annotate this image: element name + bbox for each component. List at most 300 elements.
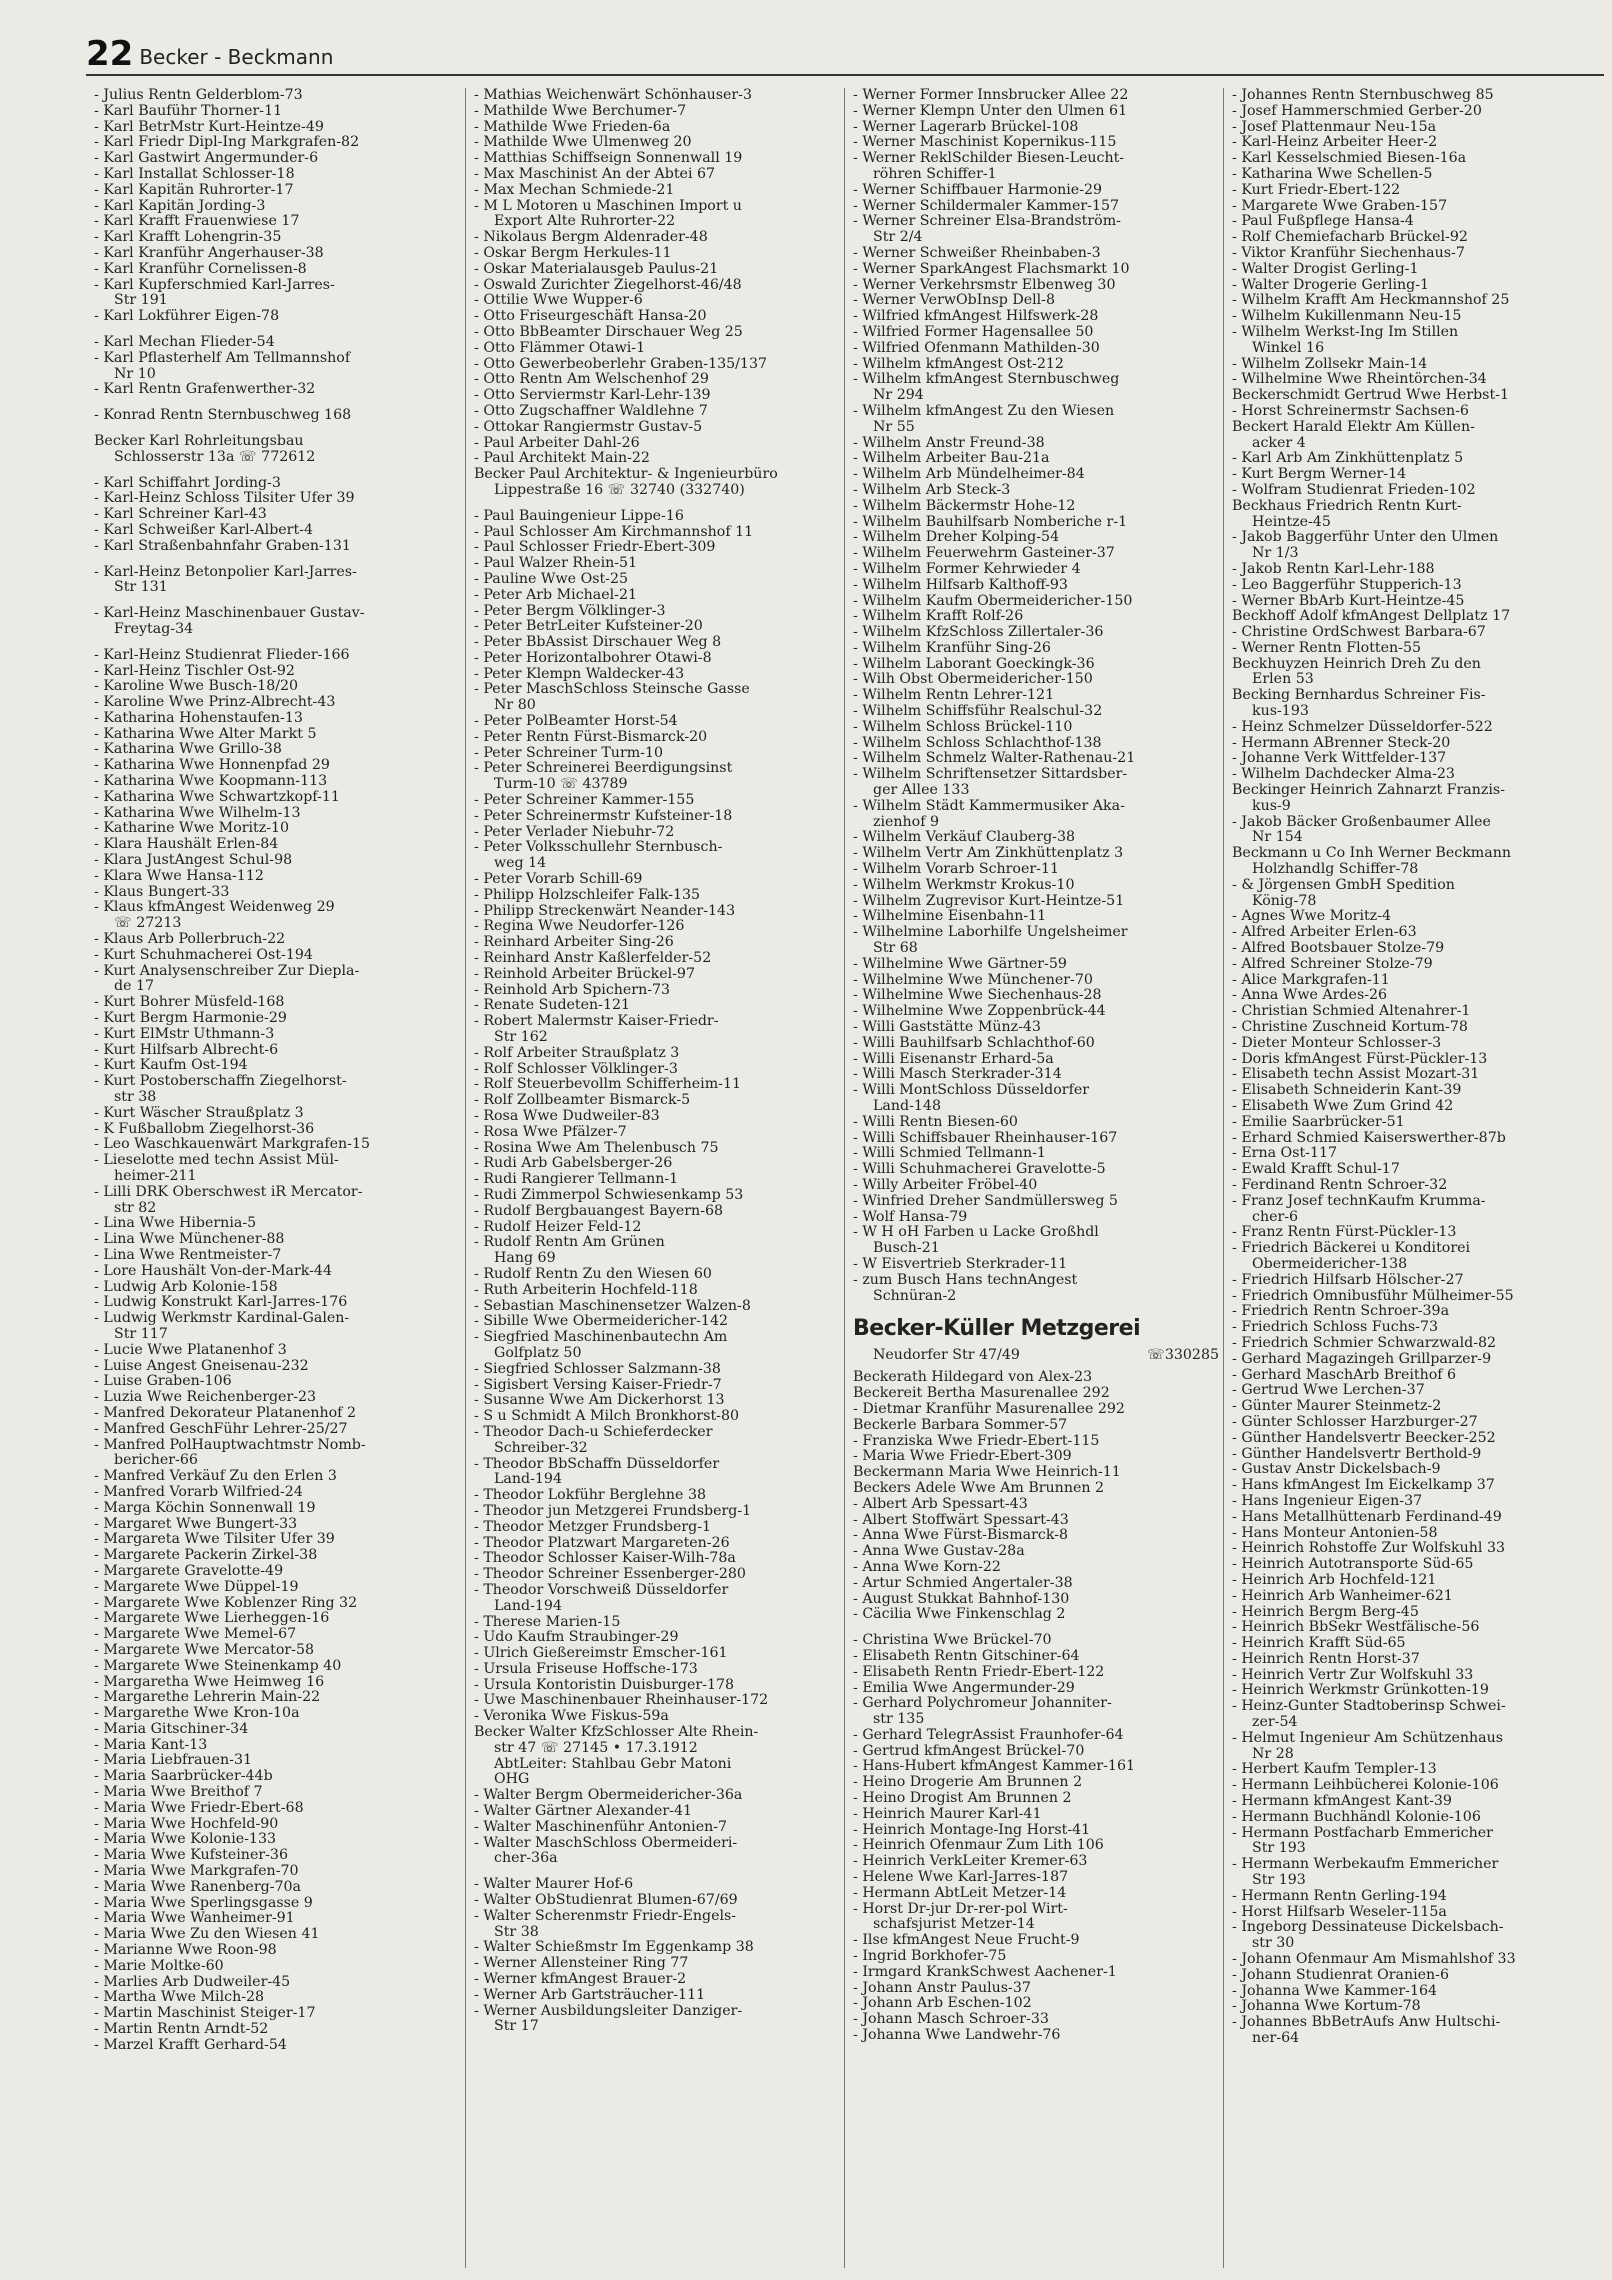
directory-entry: - Werner ReklSchilder Biesen-Leucht-	[853, 151, 1219, 167]
directory-entry: - Peter Schreinermstr Kufsteiner-18	[474, 809, 840, 825]
directory-entry: - Willi Schuhmacherei Gravelotte-5	[853, 1162, 1219, 1178]
directory-entry: - Gertrud Wwe Lerchen-37	[1232, 1383, 1598, 1399]
directory-entry: - Siegfried Maschinenbautechn Am	[474, 1330, 840, 1346]
entry-continuation: Str 68	[873, 941, 918, 957]
directory-entry: - Friedrich Hilfsarb Hölscher-27	[1232, 1273, 1598, 1289]
directory-entry: - Klara Haushält Erlen-84	[94, 837, 461, 853]
directory-entry: - Gerhard TelegrAssist Fraunhofer-64	[853, 1728, 1219, 1744]
directory-entry: - Ingeborg Dessinateuse Dickelsbach-	[1232, 1920, 1598, 1936]
directory-entry: - Karl Pflasterhelf Am Tellmannshof	[94, 351, 461, 367]
directory-entry: - Cäcilia Wwe Finkenschlag 2	[853, 1607, 1219, 1623]
spacer	[474, 499, 840, 509]
directory-entry: - Paul Bauingenieur Lippe-16	[474, 509, 840, 525]
directory-entry: - Werner SparkAngest Flachsmarkt 10	[853, 262, 1219, 278]
directory-entry: - Anna Wwe Gustav-28a	[853, 1544, 1219, 1560]
directory-entry: - Karl Kranführ Angerhauser-38	[94, 246, 461, 262]
directory-entry: - Oswald Zurichter Ziegelhorst-46/48	[474, 278, 840, 294]
directory-entry: - Karl Rentn Grafenwerther-32	[94, 382, 461, 398]
directory-entry: - Rudi Arb Gabelsberger-26	[474, 1156, 840, 1172]
directory-entry: - Wilhelm KfzSchloss Zillertaler-36	[853, 625, 1219, 641]
directory-entry: - zum Busch Hans technAngest	[853, 1273, 1219, 1289]
directory-entry: - Maria Gitschiner-34	[94, 1722, 461, 1738]
directory-entry: - Katharina Wwe Schellen-5	[1232, 167, 1598, 183]
directory-entry: - Ludwig Werkmstr Kardinal-Galen-	[94, 1311, 461, 1327]
directory-entry: - Karl Kapitän Jording-3	[94, 199, 461, 215]
directory-entry: - Katharina Wwe Grillo-38	[94, 742, 461, 758]
directory-entry: - Maria Wwe Kufsteiner-36	[94, 1848, 461, 1864]
directory-entry: - Karl Lokführer Eigen-78	[94, 309, 461, 325]
directory-entry: - W H oH Farben u Lacke Großhdl	[853, 1225, 1219, 1241]
directory-entry: - Ulrich Gießereimstr Emscher-161	[474, 1646, 840, 1662]
entry-continuation: str 30	[1252, 1936, 1295, 1952]
directory-entry: - Lucie Wwe Platanenhof 3	[94, 1343, 461, 1359]
directory-entry: - Philipp Holzschleifer Falk-135	[474, 888, 840, 904]
directory-entry: - Friedrich Schmier Schwarzwald-82	[1232, 1336, 1598, 1352]
directory-entry: - Karl Straßenbahnfahr Graben-131	[94, 539, 461, 555]
directory-entry: - Maria Wwe Breithof 7	[94, 1785, 461, 1801]
directory-entry: - Johann Anstr Paulus-37	[853, 1981, 1219, 1997]
directory-headword: Beckert Harald Elektr Am Küllen-	[1232, 419, 1475, 435]
directory-entry: - Rolf Arbeiter Straußplatz 3	[474, 1046, 840, 1062]
entry-continuation: ger Allee 133	[873, 783, 970, 799]
directory-entry: - S u Schmidt A Milch Bronkhorst-80	[474, 1409, 840, 1425]
directory-entry: - Dietmar Kranführ Masurenallee 292	[853, 1402, 1219, 1418]
directory-entry: - Nikolaus Bergm Aldenrader-48	[474, 230, 840, 246]
directory-entry: - Karl Gastwirt Angermunder-6	[94, 151, 461, 167]
directory-entry: - Wilhelm Schloss Schlachthof-138	[853, 736, 1219, 752]
entry-continuation: weg 14	[494, 856, 547, 872]
directory-entry: - Wilhelm kfmAngest Ost-212	[853, 357, 1219, 373]
directory-entry: - Margarethe Wwe Kron-10a	[94, 1706, 461, 1722]
directory-entry: - Otto Friseurgeschäft Hansa-20	[474, 309, 840, 325]
directory-entry: - Elisabeth techn Assist Mozart-31	[1232, 1067, 1598, 1083]
entry-continuation: Str 2/4	[873, 230, 923, 246]
entry-continuation: Nr 28	[1252, 1746, 1294, 1762]
directory-headword: Beckers Adele Wwe Am Brunnen 2	[853, 1480, 1105, 1496]
directory-entry: - Peter Schreiner Kammer-155	[474, 793, 840, 809]
directory-entry: - Maria Wwe Ranenberg-70a	[94, 1880, 461, 1896]
directory-entry: - Heinrich BbSekr Westfälische-56	[1232, 1620, 1598, 1636]
directory-entry: - Josef Plattenmaur Neu-15a	[1232, 120, 1598, 136]
directory-entry: - Doris kfmAngest Fürst-Pückler-13	[1232, 1052, 1598, 1068]
directory-entry: - Anna Wwe Ardes-26	[1232, 988, 1598, 1004]
directory-headword: Beckhoff Adolf kfmAngest Dellplatz 17	[1232, 609, 1511, 625]
directory-entry: - Wilhelm Rentn Lehrer-121	[853, 688, 1219, 704]
directory-entry: - Irmgard KrankSchwest Aachener-1	[853, 1965, 1219, 1981]
directory-entry: - Christian Schmied Altenahrer-1	[1232, 1004, 1598, 1020]
directory-entry: - Alice Markgrafen-11	[1232, 973, 1598, 989]
directory-entry: - Wilhelm Krafft Am Heckmannshof 25	[1232, 293, 1598, 309]
directory-entry: - Wilhelm Kaufm Obermeidericher-150	[853, 594, 1219, 610]
directory-entry: - Karl Installat Schlosser-18	[94, 167, 461, 183]
directory-entry: - Rudolf Heizer Feld-12	[474, 1220, 840, 1236]
directory-entry: - Sibille Wwe Obermeidericher-142	[474, 1314, 840, 1330]
directory-entry: - Luzia Wwe Reichenberger-23	[94, 1390, 461, 1406]
directory-entry: - Margarete Wwe Graben-157	[1232, 199, 1598, 215]
directory-entry: - Viktor Kranführ Siechenhaus-7	[1232, 246, 1598, 262]
directory-entry: - Hermann Leihbücherei Kolonie-106	[1232, 1778, 1598, 1794]
directory-entry: - Hans Monteur Antonien-58	[1232, 1526, 1598, 1542]
directory-entry: - Günther Handelsvertr Beecker-252	[1232, 1431, 1598, 1447]
directory-entry: - Elisabeth Schneiderin Kant-39	[1232, 1083, 1598, 1099]
entry-continuation: cher-36a	[494, 1851, 558, 1867]
directory-entry: - Max Maschinist An der Abtei 67	[474, 167, 840, 183]
directory-entry: - Heinrich Bergm Berg-45	[1232, 1605, 1598, 1621]
directory-entry: - Otto Flämmer Otawi-1	[474, 341, 840, 357]
directory-headword: Becker Walter KfzSchlosser Alte Rhein-	[474, 1725, 759, 1741]
directory-entry: - Jakob Baggerführ Unter den Ulmen	[1232, 530, 1598, 546]
spacer	[94, 555, 461, 565]
directory-entry: - Gerhard MaschArb Breithof 6	[1232, 1368, 1598, 1384]
directory-entry: - Erhard Schmied Kaiserswerther-87b	[1232, 1131, 1598, 1147]
directory-entry: - Horst Schreinermstr Sachsen-6	[1232, 404, 1598, 420]
directory-entry: - Josef Hammerschmied Gerber-20	[1232, 104, 1598, 120]
directory-entry: - Johanna Wwe Landwehr-76	[853, 2028, 1219, 2044]
directory-entry: - M L Motoren u Maschinen Import u	[474, 199, 840, 215]
directory-entry: - Wilhelm Schiffsführ Realschul-32	[853, 704, 1219, 720]
directory-entry: - Gustav Anstr Dickelsbach-9	[1232, 1462, 1598, 1478]
directory-entry: - Wilhelm Dreher Kolping-54	[853, 530, 1219, 546]
column-3	[844, 88, 1223, 2268]
directory-entry: - Gerhard Polychromeur Johanniter-	[853, 1696, 1219, 1712]
entry-continuation: Golfplatz 50	[494, 1345, 582, 1361]
directory-entry: - Werner Verkehrsmstr Elbenweg 30	[853, 278, 1219, 294]
directory-entry: - Katharina Wwe Honnenpfad 29	[94, 758, 461, 774]
directory-entry: - Emilia Wwe Angermunder-29	[853, 1681, 1219, 1697]
directory-entry: - Walter ObStudienrat Blumen-67/69	[474, 1893, 840, 1909]
directory-entry: - Johanna Wwe Kortum-78	[1232, 1999, 1598, 2015]
directory-entry: - Konrad Rentn Sternbuschweg 168	[94, 408, 461, 424]
directory-entry: - Oskar Bergm Herkules-11	[474, 246, 840, 262]
directory-entry: - Helmut Ingenieur Am Schützenhaus	[1232, 1731, 1598, 1747]
directory-entry: - Wilfried Ofenmann Mathilden-30	[853, 341, 1219, 357]
entry-continuation: str 82	[114, 1200, 157, 1216]
directory-entry: - Karl Schweißer Karl-Albert-4	[94, 523, 461, 539]
directory-entry: - Kurt Wäscher Straußplatz 3	[94, 1106, 461, 1122]
directory-entry: - Willi MontSchloss Düsseldorfer	[853, 1083, 1219, 1099]
directory-entry: - August Stukkat Bahnhof-130	[853, 1592, 1219, 1608]
entry-continuation: Freytag-34	[114, 621, 194, 637]
directory-entry: - Mathias Weichenwärt Schönhauser-3	[474, 88, 840, 104]
entry-continuation: Nr 1/3	[1252, 546, 1299, 562]
directory-entry: - Karoline Wwe Prinz-Albrecht-43	[94, 695, 461, 711]
directory-entry: - Walter Bergm Obermeidericher-36a	[474, 1788, 840, 1804]
directory-entry: - Werner Schweißer Rheinbaben-3	[853, 246, 1219, 262]
directory-entry: - W Eisvertrieb Sterkrader-11	[853, 1257, 1219, 1273]
directory-entry: - Werner Allensteiner Ring 77	[474, 1956, 840, 1972]
directory-entry: - Karl Kesselschmied Biesen-16a	[1232, 151, 1598, 167]
directory-entry: - Wilhelm Werkmstr Krokus-10	[853, 878, 1219, 894]
directory-entry: - Paul Schlosser Am Kirchmannshof 11	[474, 525, 840, 541]
directory-entry: - Wolfram Studienrat Frieden-102	[1232, 483, 1598, 499]
directory-entry: - Theodor BbSchaffn Düsseldorfer	[474, 1457, 840, 1473]
directory-entry: - Karl Schiffahrt Jording-3	[94, 476, 461, 492]
directory-entry: - Willi Eisenanstr Erhard-5a	[853, 1052, 1219, 1068]
directory-entry: - Wilhelm Kranführ Sing-26	[853, 641, 1219, 657]
entry-continuation: Lippestraße 16 ☏ 32740 (332740)	[494, 482, 745, 498]
directory-entry: - Willi Masch Sterkrader-314	[853, 1067, 1219, 1083]
directory-entry: - Hermann AbtLeit Metzer-14	[853, 1886, 1219, 1902]
directory-entry: - Wilhelm Arb Mündelheimer-84	[853, 467, 1219, 483]
directory-entry: - Heinrich Maurer Karl-41	[853, 1807, 1219, 1823]
directory-entry: - Klaus Arb Pollerbruch-22	[94, 932, 461, 948]
directory-entry: - Manfred Dekorateur Platanenhof 2	[94, 1406, 461, 1422]
directory-entry: - Kurt Bohrer Müsfeld-168	[94, 995, 461, 1011]
directory-entry: - Franziska Wwe Friedr-Ebert-115	[853, 1434, 1219, 1450]
directory-entry: - Maria Wwe Wanheimer-91	[94, 1911, 461, 1927]
directory-entry: - Renate Sudeten-121	[474, 998, 840, 1014]
entry-continuation: heimer-211	[114, 1169, 197, 1184]
directory-entry: - Maria Wwe Friedr-Ebert-309	[853, 1449, 1219, 1465]
directory-entry: - Leo Baggerführ Stupperich-13	[1232, 578, 1598, 594]
entry-continuation: Nr 294	[873, 388, 924, 404]
directory-entry: - Margarete Wwe Koblenzer Ring 32	[94, 1596, 461, 1612]
directory-entry: - Marga Köchin Sonnenwall 19	[94, 1501, 461, 1517]
directory-entry: - Christine OrdSchwest Barbara-67	[1232, 625, 1598, 641]
directory-entry: - Werner Lagerarb Brückel-108	[853, 120, 1219, 136]
directory-entry: - Wilhelmine Laborhilfe Ungelsheimer	[853, 925, 1219, 941]
directory-entry: - Manfred GeschFühr Lehrer-25/27	[94, 1422, 461, 1438]
directory-entry: - Paul Walzer Rhein-51	[474, 556, 840, 572]
directory-entry: - Peter MaschSchloss Steinsche Gasse	[474, 682, 840, 698]
directory-entry: - Rolf Schlosser Völklinger-3	[474, 1062, 840, 1078]
directory-entry: - Johann Masch Schroer-33	[853, 2012, 1219, 2028]
directory-entry: - Günter Maurer Steinmetz-2	[1232, 1399, 1598, 1415]
directory-headword: Beckerschmidt Gertrud Wwe Herbst-1	[1232, 388, 1509, 404]
directory-entry: - Peter Volksschullehr Sternbusch-	[474, 840, 840, 856]
entry-continuation: Nr 80	[494, 698, 536, 714]
directory-entry: - Karl-Heinz Maschinenbauer Gustav-	[94, 606, 461, 622]
directory-entry: - Karl-Heinz Betonpolier Karl-Jarres-	[94, 565, 461, 581]
entry-continuation: Str 191	[114, 293, 168, 309]
directory-entry: - Elisabeth Wwe Zum Grind 42	[1232, 1099, 1598, 1115]
directory-entry: - Lina Wwe Hibernia-5	[94, 1216, 461, 1232]
entry-continuation: Nr 55	[873, 419, 915, 435]
directory-entry: - Manfred Vorarb Wilfried-24	[94, 1485, 461, 1501]
directory-entry: - Friedrich Rentn Schroer-39a	[1232, 1304, 1598, 1320]
directory-headword: Becking Bernhardus Schreiner Fis-	[1232, 688, 1486, 704]
directory-entry: - Rudolf Rentn Zu den Wiesen 60	[474, 1267, 840, 1283]
directory-entry: - Regina Wwe Neudorfer-126	[474, 919, 840, 935]
directory-entry: - Christina Wwe Brückel-70	[853, 1633, 1219, 1649]
directory-entry: - Wilhelm Zugrevisor Kurt-Heintze-51	[853, 894, 1219, 910]
entry-continuation: AbtLeiter: Stahlbau Gebr Matoni	[494, 1756, 732, 1772]
entry-continuation: Obermeidericher-138	[1252, 1256, 1408, 1272]
directory-entry: - Werner Former Innsbrucker Allee 22	[853, 88, 1219, 104]
directory-entry: - Alfred Bootsbauer Stolze-79	[1232, 941, 1598, 957]
directory-entry: - Karl Arb Am Zinkhüttenplatz 5	[1232, 451, 1598, 467]
directory-entry: - Kurt Analysenschreiber Zur Diepla-	[94, 964, 461, 980]
directory-entry: - Klaus Bungert-33	[94, 885, 461, 901]
directory-entry: - Johannes Rentn Sternbuschweg 85	[1232, 88, 1598, 104]
directory-entry: - Heinrich Montage-Ing Horst-41	[853, 1823, 1219, 1839]
directory-entry: - Wilhelm Städt Kammermusiker Aka-	[853, 799, 1219, 815]
entry-continuation: Schnüran-2	[873, 1288, 957, 1304]
directory-entry: - Karl Kapitän Ruhrorter-17	[94, 183, 461, 199]
directory-entry: - Peter PolBeamter Horst-54	[474, 714, 840, 730]
entry-continuation: Nr 10	[114, 366, 156, 382]
directory-entry: - Walter Scherenmstr Friedr-Engels-	[474, 1909, 840, 1925]
directory-entry: - Peter Klempn Waldecker-43	[474, 667, 840, 683]
directory-entry: - Johann Arb Eschen-102	[853, 1996, 1219, 2012]
directory-entry: - Maria Wwe Kolonie-133	[94, 1832, 461, 1848]
directory-entry: - Julius Rentn Gelderblom-73	[94, 88, 461, 104]
directory-entry: - Karl BetrMstr Kurt-Heintze-49	[94, 120, 461, 136]
directory-entry: - Willi Rentn Biesen-60	[853, 1115, 1219, 1131]
entry-continuation: ☏ 27213	[114, 916, 182, 932]
directory-entry: - Herbert Kaufm Templer-13	[1232, 1762, 1598, 1778]
directory-entry: - Johanne Verk Wittfelder-137	[1232, 751, 1598, 767]
entry-continuation: Str 38	[494, 1924, 539, 1940]
directory-entry: - Reinhold Arbeiter Brückel-97	[474, 967, 840, 983]
directory-entry: - Johann Studienrat Oranien-6	[1232, 1968, 1598, 1984]
directory-entry: - Katharina Wwe Wilhelm-13	[94, 806, 461, 822]
directory-entry: - Kurt Bergm Harmonie-29	[94, 1011, 461, 1027]
directory-entry: - Ludwig Arb Kolonie-158	[94, 1280, 461, 1296]
directory-entry: - Peter Arb Michael-21	[474, 588, 840, 604]
directory-entry: - Otto Zugschaffner Waldlehne 7	[474, 404, 840, 420]
directory-entry: - Gertrud kfmAngest Brückel-70	[853, 1744, 1219, 1760]
directory-entry: - Theodor Schreiner Essenberger-280	[474, 1567, 840, 1583]
directory-entry: - Ewald Krafft Schul-17	[1232, 1162, 1598, 1178]
directory-entry: - Werner Ausbildungsleiter Danziger-	[474, 2004, 840, 2020]
directory-entry: - Margarete Wwe Memel-67	[94, 1627, 461, 1643]
directory-entry: - Theodor Lokführ Berglehne 38	[474, 1488, 840, 1504]
directory-headword: Beckermann Maria Wwe Heinrich-11	[853, 1465, 1121, 1481]
directory-entry: - Heinz Schmelzer Düsseldorfer-522	[1232, 720, 1598, 736]
directory-entry: - Maria Wwe Markgrafen-70	[94, 1864, 461, 1880]
directory-entry: - Ursula Kontoristin Duisburger-178	[474, 1678, 840, 1694]
directory-entry: - Katharina Hohenstaufen-13	[94, 711, 461, 727]
entry-continuation: Busch-21	[873, 1241, 940, 1257]
directory-entry: - Jakob Bäcker Großenbaumer Allee	[1232, 815, 1598, 831]
directory-entry: - Rosa Wwe Dudweiler-83	[474, 1109, 840, 1125]
entry-continuation: König-78	[1252, 893, 1317, 909]
directory-entry: - Karl Friedr Dipl-Ing Markgrafen-82	[94, 135, 461, 151]
directory-entry: - Heinrich Rentn Horst-37	[1232, 1652, 1598, 1668]
directory-entry: - Ilse kfmAngest Neue Frucht-9	[853, 1933, 1219, 1949]
directory-entry: - Manfred Verkäuf Zu den Erlen 3	[94, 1469, 461, 1485]
entry-continuation: Export Alte Ruhrorter-22	[494, 214, 676, 230]
directory-entry: - Kurt Postoberschaffn Ziegelhorst-	[94, 1074, 461, 1090]
directory-entry: - Karl-Heinz Arbeiter Heer-2	[1232, 135, 1598, 151]
directory-headword: Becker Karl Rohrleitungsbau	[94, 433, 304, 449]
directory-entry: - Walter Maschinenführ Antonien-7	[474, 1820, 840, 1836]
directory-entry: - Margaret Wwe Bungert-33	[94, 1517, 461, 1533]
column-4	[1223, 88, 1602, 2268]
directory-entry: - Kurt ElMstr Uthmann-3	[94, 1027, 461, 1043]
directory-entry: - Heinrich Werkmstr Grünkotten-19	[1232, 1683, 1598, 1699]
directory-entry: - Werner Schiffbauer Harmonie-29	[853, 183, 1219, 199]
directory-entry: - Rolf Chemiefacharb Brückel-92	[1232, 230, 1598, 246]
directory-entry: - Heinrich Rohstoffe Zur Wolfskuhl 33	[1232, 1541, 1598, 1557]
page-header	[86, 28, 1604, 76]
directory-entry: - Rudolf Rentn Am Grünen	[474, 1235, 840, 1251]
entry-continuation: röhren Schiffer-1	[873, 166, 997, 182]
directory-entry: - Heinrich Autotransporte Süd-65	[1232, 1557, 1598, 1573]
directory-entry: - Martha Wwe Milch-28	[94, 1990, 461, 2006]
directory-entry: - Mathilde Wwe Berchumer-7	[474, 104, 840, 120]
directory-entry: - Wilhelmine Wwe Siechenhaus-28	[853, 988, 1219, 1004]
directory-entry: - Karl Kranführ Cornelissen-8	[94, 262, 461, 278]
directory-entry: - Ingrid Borkhofer-75	[853, 1949, 1219, 1965]
directory-entry: - Katharina Wwe Koopmann-113	[94, 774, 461, 790]
directory-entry: - Erna Ost-117	[1232, 1146, 1598, 1162]
directory-entry: - Hans Ingenieur Eigen-37	[1232, 1494, 1598, 1510]
directory-entry: - Hermann Werbekaufm Emmericher	[1232, 1857, 1598, 1873]
entry-continuation: Schreiber-32	[494, 1440, 588, 1456]
directory-entry: - Wilhelm Bauhilfsarb Nomberiche r-1	[853, 515, 1219, 531]
directory-entry: - Willi Bauhilfsarb Schlachthof-60	[853, 1036, 1219, 1052]
entry-continuation: bericher-66	[114, 1453, 198, 1469]
directory-entry: - Wilhelm Zollsekr Main-14	[1232, 357, 1598, 373]
directory-entry: - Walter Maurer Hof-6	[474, 1877, 840, 1893]
entry-continuation: ner-64	[1252, 2031, 1300, 2047]
directory-entry: - Theodor Schlosser Kaiser-Wilh-78a	[474, 1551, 840, 1567]
entry-continuation: Str 162	[494, 1030, 548, 1046]
directory-entry: - Rudolf Bergbauangest Bayern-68	[474, 1204, 840, 1220]
directory-entry: - Siegfried Schlosser Salzmann-38	[474, 1362, 840, 1378]
directory-entry: - Wilhelm Arb Steck-3	[853, 483, 1219, 499]
directory-entry: - Werner BbArb Kurt-Heintze-45	[1232, 594, 1598, 610]
directory-entry: - Otto Serviermstr Karl-Lehr-139	[474, 388, 840, 404]
directory-entry: - Maria Wwe Friedr-Ebert-68	[94, 1801, 461, 1817]
directory-entry: - Wilhelm Werkst-Ing Im Stillen	[1232, 325, 1598, 341]
directory-entry: - Lina Wwe Rentmeister-7	[94, 1248, 461, 1264]
directory-entry: - Alfred Schreiner Stolze-79	[1232, 957, 1598, 973]
entry-continuation: Turm-10 ☏ 43789	[494, 777, 628, 793]
directory-entry: - Hermann kfmAngest Kant-39	[1232, 1794, 1598, 1810]
directory-entry: - Friedrich Omnibusführ Mülheimer-55	[1232, 1289, 1598, 1305]
directory-entry: - Werner kfmAngest Brauer-2	[474, 1972, 840, 1988]
directory-entry: - Peter BbAssist Dirschauer Weg 8	[474, 635, 840, 651]
directory-entry: - Peter Bergm Völklinger-3	[474, 604, 840, 620]
directory-entry: - Rosina Wwe Am Thelenbusch 75	[474, 1141, 840, 1157]
directory-entry: - Heinrich Vertr Zur Wolfskuhl 33	[1232, 1668, 1598, 1684]
directory-entry: - Werner Arb Gartsträucher-111	[474, 1988, 840, 2004]
entry-continuation: str 38	[114, 1090, 157, 1106]
spacer	[94, 398, 461, 408]
entry-continuation: Land-194	[494, 1598, 562, 1614]
directory-entry: - Max Mechan Schmiede-21	[474, 183, 840, 199]
section-street: Neudorfer Str 47/49	[873, 1347, 1020, 1364]
directory-entry: - Maria Saarbrücker-44b	[94, 1769, 461, 1785]
entry-continuation: Land-194	[494, 1472, 562, 1488]
directory-columns	[86, 88, 1604, 2268]
directory-entry: - Anna Wwe Korn-22	[853, 1560, 1219, 1576]
entry-continuation: Str 193	[1252, 1841, 1306, 1857]
directory-entry: - Rudi Rangierer Tellmann-1	[474, 1172, 840, 1188]
directory-entry: - Ursula Friseuse Hoffsche-173	[474, 1662, 840, 1678]
directory-entry: - Robert Malermstr Kaiser-Friedr-	[474, 1014, 840, 1030]
directory-entry: - Lieselotte med techn Assist Mül-	[94, 1153, 461, 1169]
directory-entry: - Kurt Kaufm Ost-194	[94, 1058, 461, 1074]
directory-entry: - Wilhelmine Wwe Zoppenbrück-44	[853, 1004, 1219, 1020]
spacer	[94, 596, 461, 606]
running-head: Becker - Beckmann	[139, 45, 334, 69]
directory-entry: - Margarete Wwe Mercator-58	[94, 1643, 461, 1659]
directory-entry: - Leo Waschkauenwärt Markgrafen-15	[94, 1137, 461, 1153]
directory-entry: - Karl Mechan Flieder-54	[94, 335, 461, 351]
directory-entry: - Werner VerwObInsp Dell-8	[853, 293, 1219, 309]
directory-entry: - Katharina Wwe Alter Markt 5	[94, 727, 461, 743]
directory-entry: - Manfred PolHauptwachtmstr Nomb-	[94, 1438, 461, 1454]
directory-entry: - Willy Arbeiter Fröbel-40	[853, 1178, 1219, 1194]
directory-entry: - Elisabeth Rentn Friedr-Ebert-122	[853, 1665, 1219, 1681]
directory-entry: - Theodor jun Metzgerei Frundsberg-1	[474, 1504, 840, 1520]
directory-entry: - Wilhelm Feuerwehrm Gasteiner-37	[853, 546, 1219, 562]
directory-entry: - Karl-Heinz Studienrat Flieder-166	[94, 648, 461, 664]
